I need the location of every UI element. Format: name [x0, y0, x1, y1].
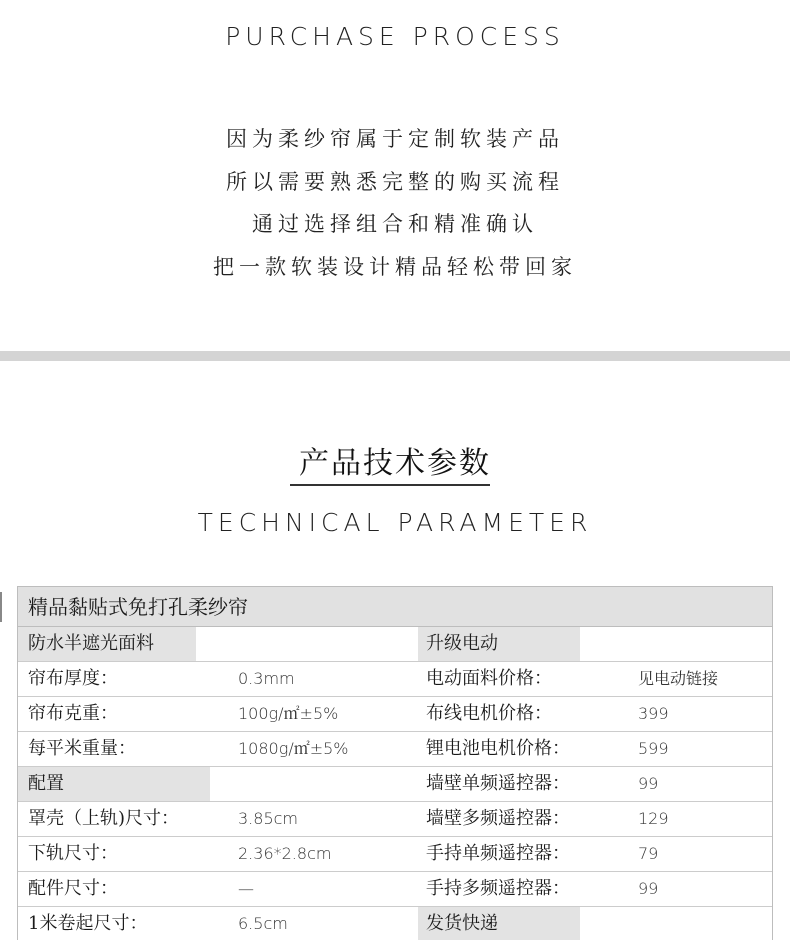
technical-parameter-cn-title: 产品技术参数	[299, 446, 491, 481]
table-title: 精品黏贴式免打孔柔纱帘	[18, 587, 772, 627]
param-value: 99	[638, 774, 659, 793]
param-value: 129	[638, 809, 669, 828]
table-row	[18, 662, 772, 697]
param-label: 1米卷起尺寸：	[28, 913, 148, 934]
param-value: 6.5cm	[238, 914, 288, 933]
param-label: 配件尺寸：	[28, 878, 118, 899]
param-label: 帘布厚度：	[28, 668, 118, 689]
table-row	[18, 767, 772, 802]
param-value: 99	[638, 879, 659, 898]
param-label: 罩壳（上轨)尺寸：	[28, 808, 180, 829]
param-value: 2.36*2.8cm	[238, 844, 332, 863]
param-value: 599	[638, 739, 669, 758]
table-row	[18, 872, 772, 907]
param-value: 3.85cm	[238, 809, 299, 828]
intro-line: 所以需要熟悉完整的购买流程	[226, 169, 564, 194]
technical-parameter-en-title: TECHNICAL PARAMETER	[197, 508, 593, 537]
param-value: —	[238, 879, 254, 898]
section-header-motor: 升级电动	[418, 627, 580, 661]
table-row	[18, 697, 772, 732]
intro-line: 因为柔纱帘属于定制软装产品	[226, 127, 564, 151]
table-row	[18, 732, 772, 767]
param-value: 100g/㎡±5%	[238, 704, 339, 723]
param-label: 锂电池电机价格：	[426, 738, 570, 759]
param-label: 墙壁多频遥控器：	[426, 808, 570, 829]
section-header-fabric: 防水半遮光面料	[18, 627, 196, 661]
param-value: 0.3mm	[238, 669, 295, 688]
purchase-process-title: PURCHASE PROCESS	[225, 22, 565, 51]
purchase-intro	[0, 118, 790, 288]
table-row	[18, 907, 772, 940]
param-label: 布线电机价格：	[426, 703, 552, 724]
param-label: 墙壁单频遥控器：	[426, 773, 570, 794]
param-label: 下轨尺寸：	[28, 843, 118, 864]
table-row	[18, 837, 772, 872]
param-label: 每平米重量：	[28, 738, 136, 759]
param-value: 399	[638, 704, 669, 723]
table-row	[18, 627, 772, 662]
parameter-table	[17, 586, 773, 940]
param-value: 1080g/㎡±5%	[238, 739, 349, 758]
param-label: 手持多频遥控器：	[426, 878, 570, 899]
intro-line: 通过选择组合和精准确认	[252, 212, 538, 236]
section-header-shipping: 发货快递	[418, 907, 580, 940]
left-accent-bar	[0, 592, 2, 622]
param-label: 手持单频遥控器：	[426, 843, 570, 864]
param-value: 见电动链接	[638, 669, 719, 688]
table-row	[18, 802, 772, 837]
param-label: 电动面料价格：	[426, 668, 552, 689]
param-label: 帘布克重：	[28, 703, 118, 724]
title-underline	[290, 484, 490, 486]
intro-line: 把一款软装设计精品轻松带回家	[213, 254, 577, 279]
param-value: 79	[638, 844, 659, 863]
section-header-config: 配置	[18, 767, 210, 801]
section-divider	[0, 351, 790, 361]
